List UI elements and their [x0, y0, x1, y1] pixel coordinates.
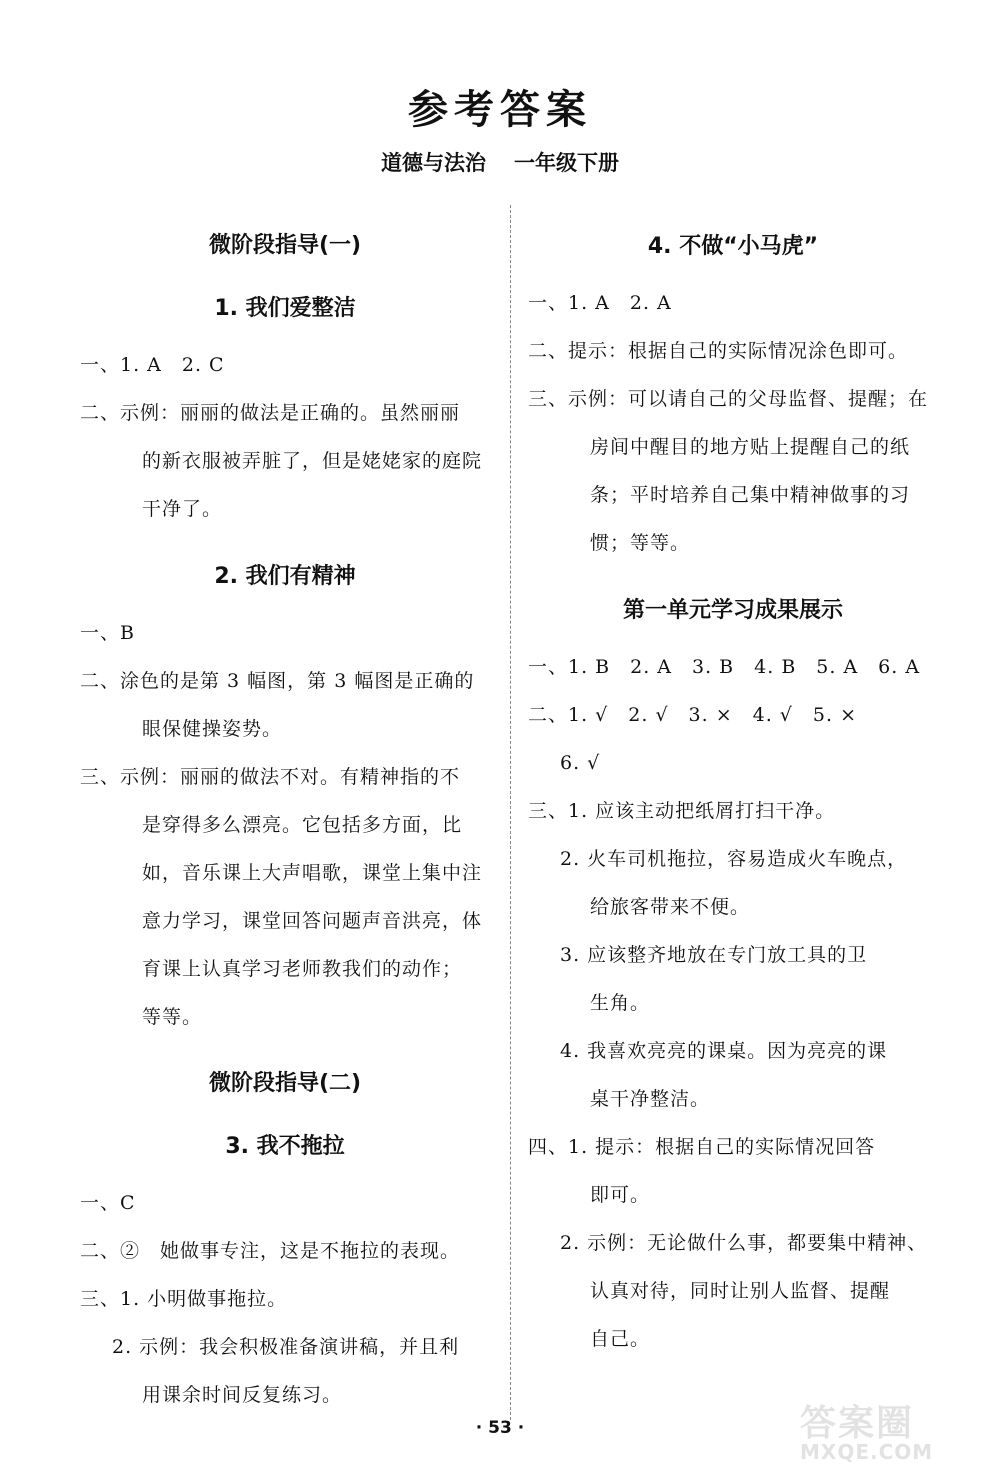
answer-line: 房间中醒目的地方贴上提醒自己的纸 — [590, 436, 911, 458]
answer-line: 2. 示例：无论做什么事，都要集中精神、 — [560, 1232, 928, 1254]
column-divider — [510, 205, 511, 1420]
answer-line: 三、1. 应该主动把纸屑打扫干净。 — [528, 800, 836, 822]
answer-line: 认真对待，同时让别人监督、提醒 — [590, 1280, 891, 1302]
answer-line: 二、② 她做事专注，这是不拖拉的表现。 — [80, 1240, 461, 1262]
lesson-heading: 2. 我们有精神 — [214, 564, 356, 589]
answer-line: 等等。 — [142, 1006, 203, 1028]
section-heading: 微阶段指导(二) — [208, 1071, 362, 1096]
answer-line: 条；平时培养自己集中精神做事的习 — [590, 484, 911, 506]
answer-line: 一、C — [80, 1192, 136, 1214]
right-column — [528, 215, 938, 1363]
answer-line: 生角。 — [590, 992, 651, 1014]
answer-line: 如，音乐课上大声唱歌，课堂上集中注 — [142, 862, 483, 884]
answer-line: 育课上认真学习老师教我们的动作； — [142, 958, 463, 980]
answer-line: 即可。 — [590, 1184, 651, 1206]
answer-line: 三、1. 小明做事拖拉。 — [80, 1288, 288, 1310]
answer-line: 三、示例：可以请自己的父母监督、提醒；在 — [528, 388, 929, 410]
answer-line: 3. 应该整齐地放在专门放工具的卫 — [560, 944, 868, 966]
watermark-url: MXQE.COM — [800, 1440, 934, 1464]
watermark-logo — [800, 1395, 990, 1464]
answer-line: 干净了。 — [142, 498, 223, 520]
section-heading: 第一单元学习成果展示 — [622, 598, 843, 623]
section-heading: 微阶段指导(一) — [208, 233, 362, 258]
answer-line: 6. √ — [560, 752, 601, 774]
page-number: · 53 · — [475, 1418, 525, 1438]
answer-line: 一、B — [80, 622, 135, 644]
answer-line: 意力学习，课堂回答问题声音洪亮，体 — [142, 910, 483, 932]
answer-line: 二、涂色的是第 3 幅图，第 3 幅图是正确的 — [80, 670, 475, 692]
answer-line: 一、1. A 2. A — [528, 292, 672, 314]
left-column — [80, 215, 490, 1419]
answer-line: 的新衣服被弄脏了，但是姥姥家的庭院 — [142, 450, 483, 472]
answer-line: 一、1. B 2. A 3. B 4. B 5. A 6. A — [528, 656, 921, 678]
answer-line: 惯；等等。 — [590, 532, 691, 554]
answer-line: 自己。 — [590, 1328, 651, 1350]
grade-label: 一年级下册 — [514, 151, 619, 175]
lesson-heading: 4. 不做“小马虎” — [647, 234, 819, 259]
watermark-text: 答案圈 — [800, 1403, 915, 1444]
answer-line: 二、示例：丽丽的做法是正确的。虽然丽丽 — [80, 402, 461, 424]
answer-line: 2. 示例：我会积极准备演讲稿，并且利 — [112, 1336, 460, 1358]
subject-label: 道德与法治 — [381, 151, 486, 175]
answer-line: 是穿得多么漂亮。它包括多方面，比 — [142, 814, 463, 836]
answer-line: 用课余时间反复练习。 — [142, 1384, 343, 1406]
answer-line: 一、1. A 2. C — [80, 354, 225, 376]
answer-line: 二、提示：根据自己的实际情况涂色即可。 — [528, 340, 909, 362]
answer-line: 4. 我喜欢亮亮的课桌。因为亮亮的课 — [560, 1040, 888, 1062]
answer-line: 四、1. 提示：根据自己的实际情况回答 — [528, 1136, 876, 1158]
answer-line: 眼保健操姿势。 — [142, 718, 283, 740]
lesson-heading: 3. 我不拖拉 — [225, 1134, 345, 1159]
answer-line: 桌干净整洁。 — [590, 1088, 711, 1110]
page-subtitle — [0, 147, 1000, 177]
answer-line: 二、1. √ 2. √ 3. × 4. √ 5. × — [528, 704, 857, 726]
answer-line: 三、示例：丽丽的做法不对。有精神指的不 — [80, 766, 461, 788]
page-title: 参考答案 — [408, 87, 592, 133]
lesson-heading: 1. 我们爱整洁 — [214, 296, 356, 321]
answer-line: 2. 火车司机拖拉，容易造成火车晚点， — [560, 848, 908, 870]
answer-line: 给旅客带来不便。 — [590, 896, 751, 918]
